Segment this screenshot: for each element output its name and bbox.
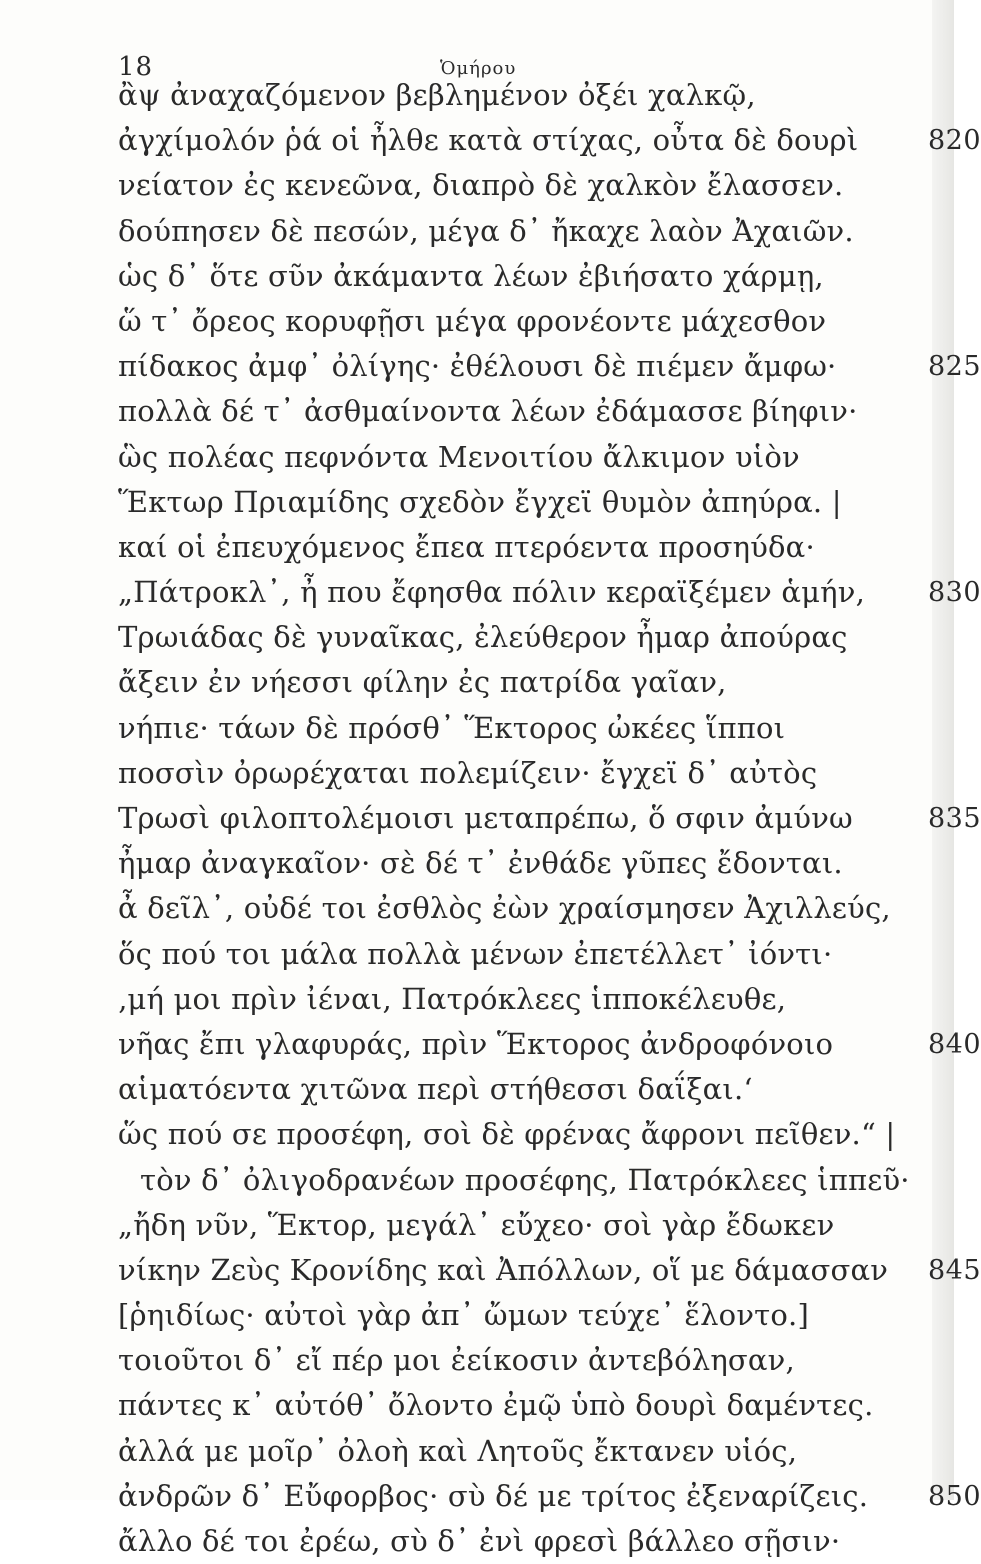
verse-line xyxy=(118,977,858,1022)
verse-line xyxy=(118,1519,858,1564)
verse-line xyxy=(118,1112,896,1157)
verse-text-block xyxy=(118,73,981,1564)
verse-line xyxy=(118,299,858,344)
verse-line-text: „Πάτροκλ᾽, ἦ που ἔφησθα πόλιν κεραϊξέμεν ἁμήν, xyxy=(118,575,865,610)
verse-line xyxy=(118,841,858,886)
verse-line xyxy=(118,1293,858,1338)
verse-line xyxy=(118,73,858,118)
verse-line xyxy=(118,796,981,841)
verse-line xyxy=(118,1474,981,1519)
verse-line-text: [ῥηιδίως· αὐτοὶ γὰρ ἀπ᾽ ὤμων τεύχε᾽ ἕλοντο.] xyxy=(118,1298,809,1333)
verse-line xyxy=(118,1248,981,1293)
verse-line-text: Τρωιάδας δὲ γυναῖκας, ἐλεύθερον ἦμαρ ἀπούρας xyxy=(118,620,848,655)
verse-line xyxy=(118,1067,858,1112)
line-number: 845 xyxy=(928,1254,981,1286)
verse-line-text: νίκην Ζεὺς Κρονίδης καὶ Ἀπόλλων, οἵ με δάμασσαν xyxy=(118,1252,889,1287)
verse-line-text: ὅς πού τοι μάλα πολλὰ μένων ἐπετέλλετ᾽ ἰόντι· xyxy=(118,936,833,971)
verse-line xyxy=(118,1338,858,1383)
verse-line xyxy=(118,1158,910,1203)
verse-line-text: νείατον ἐς κενεῶνα, διαπρὸ δὲ χαλκὸν ἔλασσεν. xyxy=(118,168,844,203)
verse-line xyxy=(118,118,981,163)
verse-line xyxy=(118,570,981,615)
verse-line-text: ἂψ ἀναχαζόμενον βεβλημένον ὀξέι χαλκῷ, xyxy=(118,78,756,112)
verse-line-text: ὥς πού σε προσέφη, σοὶ δὲ φρένας ἄφρονι πεῖθεν.“ | xyxy=(118,1117,896,1152)
line-number: 830 xyxy=(928,577,981,609)
verse-line-text: ἄξειν ἐν νήεσσι φίλην ἐς πατρίδα γαῖαν, xyxy=(118,665,727,700)
line-number: 825 xyxy=(928,351,981,383)
verse-line xyxy=(118,1203,858,1248)
verse-line-text: Τρωσὶ φιλοπτολέμοισι μεταπρέπω, ὅ σφιν ἀμύνω xyxy=(118,801,853,835)
verse-line-text: ἀλλά με μοῖρ᾽ ὀλοὴ καὶ Λητοῦς ἔκτανεν υἱός, xyxy=(118,1433,798,1468)
line-number: 850 xyxy=(928,1480,981,1512)
verse-line xyxy=(118,344,981,389)
line-number: 840 xyxy=(928,1028,981,1060)
verse-line xyxy=(118,932,858,977)
line-number: 835 xyxy=(928,803,981,834)
verse-line-text: καί οἱ ἐπευχόμενος ἔπεα πτερόεντα προσηύδα· xyxy=(118,529,815,564)
verse-line-text: ὡς δ᾽ ὅτε σῦν ἀκάμαντα λέων ἐβιήσατο χάρμῃ, xyxy=(118,258,824,293)
verse-line-text: δούπησεν δὲ πεσών, μέγα δ᾽ ἤκαχε λαὸν Ἀχαιῶν. xyxy=(118,213,854,248)
verse-line-text: ὣς πολέας πεφνόντα Μενοιτίου ἄλκιμον υἱὸν xyxy=(118,439,800,474)
verse-line-text: ἦμαρ ἀναγκαῖον· σὲ δέ τ᾽ ἐνθάδε γῦπες ἔδονται. xyxy=(118,846,843,881)
verse-line-text: τὸν δ᾽ ὀλιγοδρανέων προσέφης, Πατρόκλεες ἱππεῦ· xyxy=(140,1162,910,1197)
verse-line xyxy=(118,254,858,299)
verse-line-text: Ἕκτωρ Πριαμίδης σχεδὸν ἔγχεϊ θυμὸν ἀπηύρα. | xyxy=(118,484,842,519)
verse-line-text: ἀγχίμολόν ῥά οἱ ἦλθε κατὰ στίχας, οὖτα δὲ δουρὶ xyxy=(118,123,859,158)
verse-line-text: ὥ τ᾽ ὄρεος κορυφῇσι μέγα φρονέοντε μάχεσθον xyxy=(118,303,827,338)
verse-line xyxy=(118,480,858,525)
verse-line-text: ‚μή μοι πρὶν ἰέναι, Πατρόκλεες ἱπποκέλευθε, xyxy=(118,981,787,1016)
page-number: 18 xyxy=(118,52,154,82)
verse-line xyxy=(118,209,858,254)
verse-line xyxy=(118,1383,874,1428)
verse-line-text: νῆας ἔπι γλαφυράς, πρὶν Ἕκτορος ἀνδροφόνοιο xyxy=(118,1026,834,1061)
running-head: Ὁμήρου xyxy=(440,58,517,79)
verse-line xyxy=(118,751,858,796)
verse-line-text: τοιοῦτοι δ᾽ εἴ πέρ μοι ἐείκοσιν ἀντεβόλησαν, xyxy=(118,1343,795,1378)
verse-line-text: πίδακος ἀμφ᾽ ὀλίγης· ἐθέλουσι δὲ πιέμεν ἄμφω· xyxy=(118,349,837,384)
verse-line xyxy=(118,886,891,931)
verse-line xyxy=(118,660,858,705)
verse-line xyxy=(118,389,858,434)
verse-line xyxy=(118,1022,981,1067)
verse-line xyxy=(118,615,858,660)
verse-line-text: „ἤδη νῦν, Ἕκτορ, μεγάλ᾽ εὔχεο· σοὶ γὰρ ἔδωκεν xyxy=(118,1207,835,1242)
verse-line xyxy=(118,163,858,208)
line-number: 820 xyxy=(928,125,981,157)
verse-line xyxy=(118,435,858,480)
verse-line-text: νήπιε· τάων δὲ πρόσθ᾽ Ἕκτορος ὠκέες ἵπποι xyxy=(118,710,786,745)
verse-line-text: ποσσὶν ὀρωρέχαται πολεμίζειν· ἔγχεϊ δ᾽ αὐτὸς xyxy=(118,755,818,790)
verse-line-text: πολλὰ δέ τ᾽ ἀσθμαίνοντα λέων ἐδάμασσε βίηφιν· xyxy=(118,394,858,429)
verse-line xyxy=(118,706,858,751)
verse-line xyxy=(118,525,858,570)
verse-line xyxy=(118,1429,858,1474)
verse-line-text: ἀνδρῶν δ᾽ Εὔφορβος· σὺ δέ με τρίτος ἐξεναρίζεις. xyxy=(118,1478,869,1513)
verse-line-text: πάντες κ᾽ αὐτόθ᾽ ὄλοντο ἐμῷ ὑπὸ δουρὶ δαμέντες. xyxy=(118,1388,874,1423)
verse-line-text: ἄλλο δέ τοι ἐρέω, σὺ δ᾽ ἐνὶ φρεσὶ βάλλεο σῇσιν· xyxy=(118,1524,841,1558)
verse-line-text: ἆ δεῖλ᾽, οὐδέ τοι ἐσθλὸς ἐὼν χραίσμησεν Ἀχιλλεύς, xyxy=(118,891,891,926)
verse-line-text: αἱματόεντα χιτῶνα περὶ στήθεσσι δαΐξαι.‘ xyxy=(118,1072,753,1107)
